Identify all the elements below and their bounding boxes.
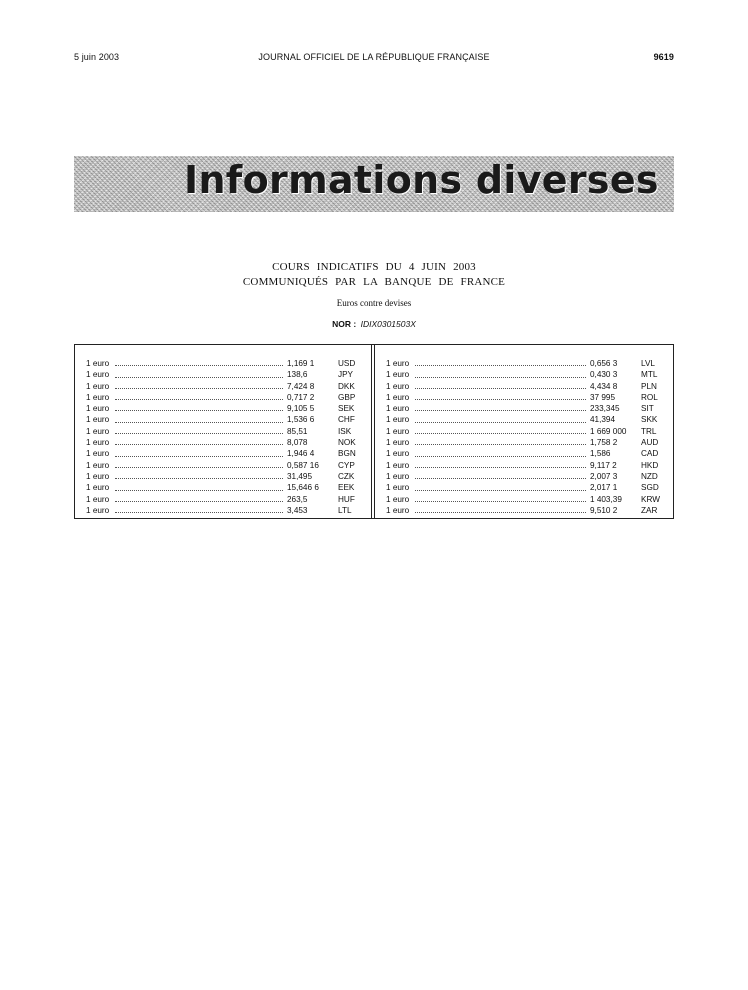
dot-leader [415, 467, 586, 468]
rate-value: 15,646 6 [287, 483, 319, 493]
notice-subtitle: Euros contre devises [336, 298, 412, 308]
rate-row [386, 437, 663, 448]
rate-row [86, 403, 360, 414]
notice-title-line-2: COMMUNIQUÉS PAR LA BANQUE DE FRANCE [242, 276, 506, 288]
dot-leader [415, 410, 586, 411]
rate-row [86, 426, 360, 437]
rate-value: 37 995 [590, 392, 616, 402]
rate-unit: 1 euro [386, 460, 410, 470]
rate-row [86, 358, 360, 369]
rate-unit: 1 euro [86, 392, 110, 402]
rate-unit: 1 euro [86, 460, 110, 470]
dot-leader [415, 399, 586, 400]
rate-value: 1 669 000 [590, 426, 627, 436]
rate-row [386, 460, 663, 471]
dot-leader [415, 501, 586, 502]
currency-code: AUD [641, 438, 659, 448]
rate-value: 1,536 6 [287, 415, 315, 425]
rate-value: 1 403,39 [590, 494, 622, 504]
nor-reference [0, 319, 748, 329]
currency-code: HKD [641, 460, 659, 470]
rate-value: 8,078 [287, 438, 308, 448]
rate-row [386, 403, 663, 414]
rate-row [86, 414, 360, 425]
rate-unit: 1 euro [386, 381, 410, 391]
rate-value: 3,453 [287, 505, 308, 515]
dot-leader [115, 433, 283, 434]
currency-code: ZAR [641, 505, 658, 515]
section-title: Informations diverses [184, 158, 659, 202]
dot-leader [115, 501, 283, 502]
rate-value: 138,6 [287, 370, 308, 380]
rate-row [86, 381, 360, 392]
rate-value: 0,656 3 [590, 359, 618, 368]
rate-unit: 1 euro [386, 370, 410, 380]
rate-row [386, 471, 663, 482]
rate-row [86, 505, 360, 516]
dot-leader [115, 422, 283, 423]
rate-unit: 1 euro [386, 415, 410, 425]
rate-value: 31,495 [287, 471, 313, 481]
rate-value: 9,510 2 [590, 505, 618, 515]
rate-row [386, 369, 663, 380]
rate-unit: 1 euro [86, 381, 110, 391]
notice-title-line-1: COURS INDICATIFS DU 4 JUIN 2003 [272, 261, 476, 273]
rate-value: 0,430 3 [590, 370, 618, 380]
rate-value: 2,007 3 [590, 471, 618, 481]
rate-value: 233,345 [590, 404, 620, 414]
rate-unit: 1 euro [386, 426, 410, 436]
rate-unit: 1 euro [86, 370, 110, 380]
dot-leader [415, 365, 586, 366]
currency-code: CHF [338, 415, 355, 425]
rate-unit: 1 euro [86, 426, 110, 436]
rate-value: 2,017 1 [590, 483, 618, 493]
currency-code: EEK [338, 483, 355, 493]
rate-value: 9,117 2 [590, 460, 617, 470]
running-header [74, 52, 674, 66]
rate-unit: 1 euro [386, 449, 410, 459]
currency-code: CZK [338, 471, 355, 481]
rate-value: 85,51 [287, 426, 308, 436]
dot-leader [415, 433, 586, 434]
rate-unit: 1 euro [386, 505, 410, 515]
currency-code: SKK [641, 415, 658, 425]
rate-row [386, 505, 663, 516]
dot-leader [115, 512, 283, 513]
dot-leader [415, 478, 586, 479]
currency-code: PLN [641, 381, 657, 391]
journal-title: JOURNAL OFFICIEL DE LA RÉPUBLIQUE FRANÇAISE [258, 52, 490, 62]
rate-row [386, 392, 663, 403]
dot-leader [115, 456, 283, 457]
rate-unit: 1 euro [86, 404, 110, 414]
rate-unit: 1 euro [386, 471, 410, 481]
currency-code: HUF [338, 494, 355, 504]
rate-unit: 1 euro [386, 359, 410, 368]
rates-column-right [386, 358, 663, 516]
currency-code: KRW [641, 494, 660, 504]
column-divider [371, 345, 375, 518]
currency-code: ROL [641, 392, 658, 402]
currency-code: SGD [641, 483, 659, 493]
rate-row [386, 448, 663, 459]
rate-unit: 1 euro [86, 505, 110, 515]
currency-code: ISK [338, 426, 352, 436]
rate-row [86, 448, 360, 459]
rate-value: 1,169 1 [287, 359, 315, 368]
rate-row [86, 494, 360, 505]
dot-leader [115, 399, 283, 400]
rate-row [86, 471, 360, 482]
dot-leader [415, 388, 586, 389]
currency-code: JPY [338, 370, 354, 380]
rate-row [386, 494, 663, 505]
currency-code: DKK [338, 381, 355, 391]
rate-row [86, 392, 360, 403]
rate-value: 7,424 8 [287, 381, 315, 391]
rate-unit: 1 euro [86, 494, 110, 504]
currency-code: BGN [338, 449, 356, 459]
dot-leader [115, 365, 283, 366]
rate-unit: 1 euro [86, 471, 110, 481]
rate-row [86, 369, 360, 380]
dot-leader [115, 388, 283, 389]
currency-code: LVL [641, 359, 655, 368]
issue-date: 5 juin 2003 [74, 52, 120, 62]
rate-unit: 1 euro [386, 438, 410, 448]
dot-leader [115, 467, 283, 468]
rate-unit: 1 euro [86, 415, 110, 425]
rate-unit: 1 euro [386, 392, 410, 402]
dot-leader [115, 377, 283, 378]
nor-value: IDIX0301503X [360, 319, 416, 329]
dot-leader [415, 456, 586, 457]
dot-leader [415, 422, 586, 423]
rate-row [386, 358, 663, 369]
currency-code: SEK [338, 404, 355, 414]
currency-code: CAD [641, 449, 659, 459]
dot-leader [115, 490, 283, 491]
rates-column-left [86, 358, 360, 516]
rate-unit: 1 euro [86, 483, 110, 493]
rate-row [386, 414, 663, 425]
rate-value: 263,5 [287, 494, 308, 504]
dot-leader [415, 512, 586, 513]
rate-unit: 1 euro [386, 483, 410, 493]
rate-value: 1,758 2 [590, 438, 618, 448]
currency-code: LTL [338, 505, 352, 515]
currency-code: GBP [338, 392, 356, 402]
section-banner [74, 156, 674, 212]
rate-unit: 1 euro [86, 438, 110, 448]
rate-row [86, 460, 360, 471]
rate-value: 41,394 [590, 415, 616, 425]
dot-leader [115, 410, 283, 411]
rate-row [86, 482, 360, 493]
dot-leader [415, 377, 586, 378]
dot-leader [115, 478, 283, 479]
exchange-rates-table [74, 344, 674, 519]
rate-row [386, 482, 663, 493]
rate-value: 1,946 4 [287, 449, 315, 459]
currency-code: CYP [338, 460, 355, 470]
dot-leader [415, 444, 586, 445]
rate-unit: 1 euro [386, 404, 410, 414]
currency-code: SIT [641, 404, 654, 414]
rate-value: 4,434 8 [590, 381, 618, 391]
currency-code: NZD [641, 471, 658, 481]
rate-unit: 1 euro [86, 449, 110, 459]
rate-unit: 1 euro [386, 494, 410, 504]
rate-unit: 1 euro [86, 359, 110, 368]
rate-row [86, 437, 360, 448]
rate-value: 0,717 2 [287, 392, 315, 402]
currency-code: NOK [338, 438, 356, 448]
dot-leader [115, 444, 283, 445]
nor-label: NOR : [332, 319, 357, 329]
rate-value: 0,587 16 [287, 460, 319, 470]
rate-row [386, 381, 663, 392]
currency-code: MTL [641, 370, 658, 380]
page-number: 9619 [653, 52, 674, 62]
dot-leader [415, 490, 586, 491]
currency-code: TRL [641, 426, 657, 436]
rate-value: 9,105 5 [287, 404, 315, 414]
rate-value: 1,586 [590, 449, 611, 459]
rate-row [386, 426, 663, 437]
currency-code: USD [338, 359, 356, 368]
